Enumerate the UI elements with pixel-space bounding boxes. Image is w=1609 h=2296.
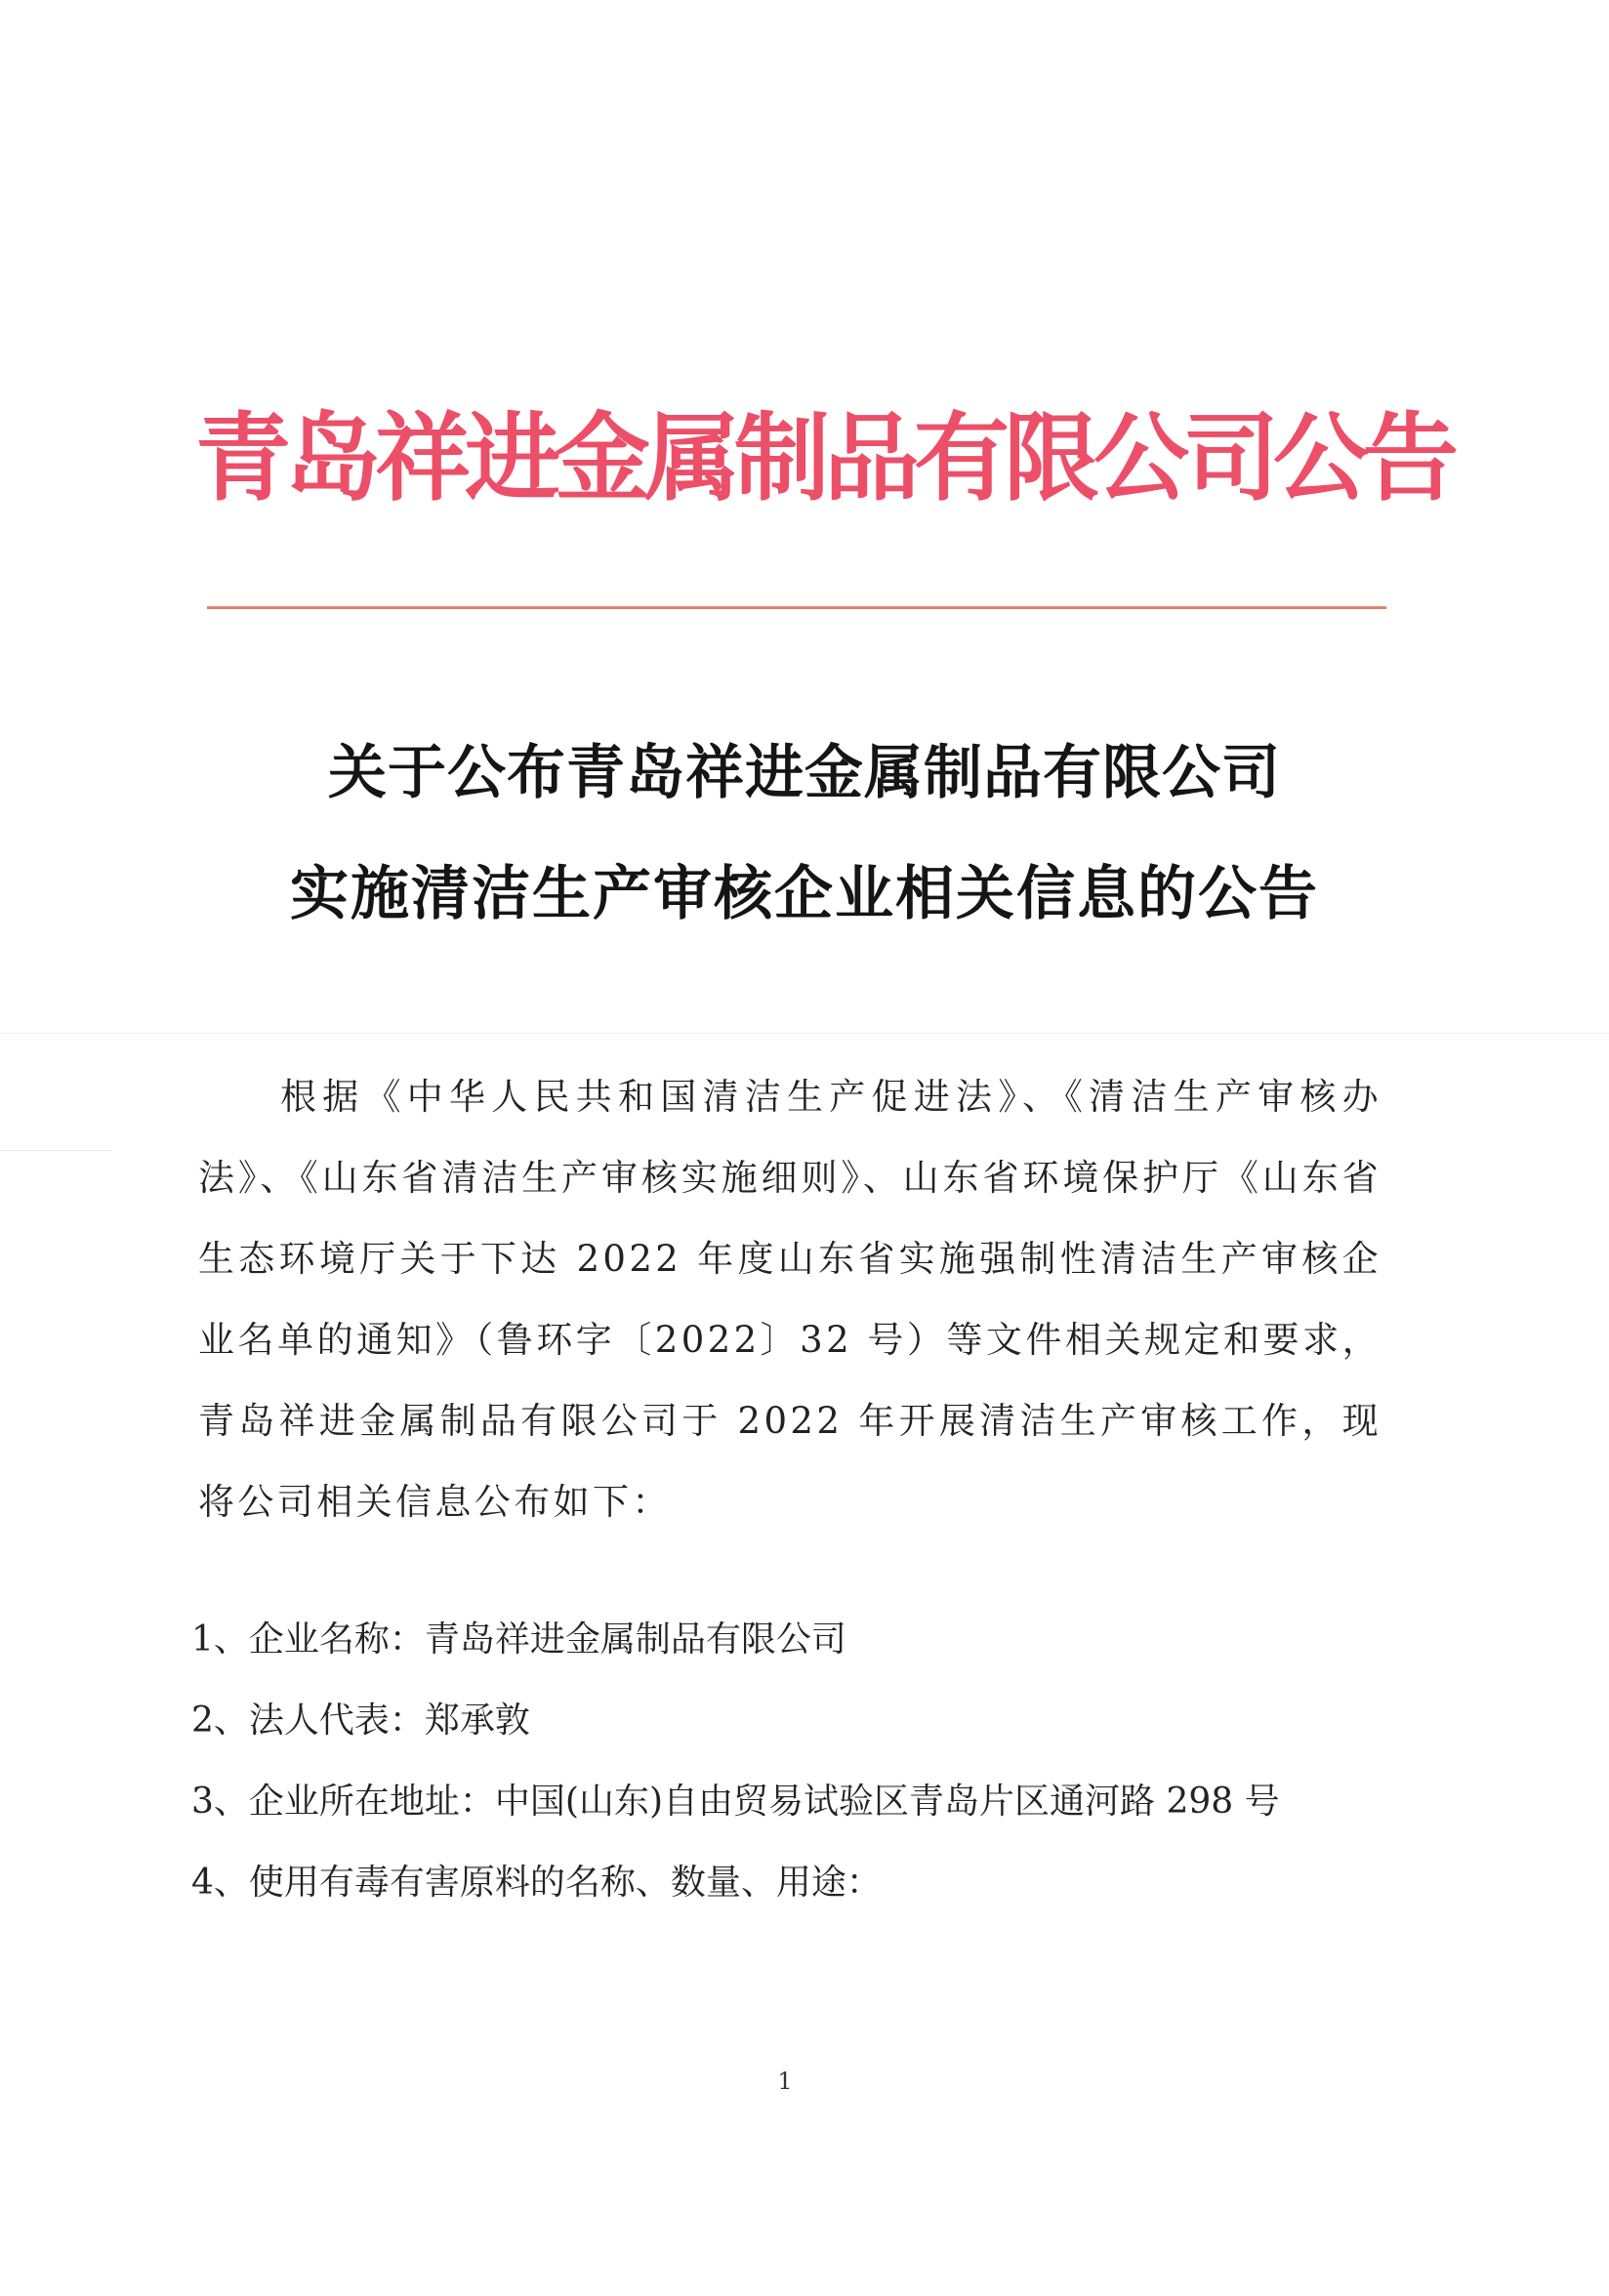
scan-artifact-line	[0, 1150, 112, 1151]
company-masthead: 青岛祥进金属制品有限公司公告	[195, 403, 1454, 514]
company-info-list	[191, 1599, 1422, 1923]
info-item-address: 3、企业所在地址：中国(山东)自由贸易试验区青岛片区通河路 298 号	[191, 1782, 1280, 1822]
masthead-divider	[207, 606, 1386, 609]
info-item-company-name: 1、企业名称：青岛祥进金属制品有限公司	[191, 1620, 846, 1660]
scan-artifact-line	[0, 1033, 1609, 1034]
info-item-hazardous-materials: 4、使用有毒有害原料的名称、数量、用途：	[191, 1863, 882, 1903]
notice-body-paragraph: 根据《中华人民共和国清洁生产促进法》、《清洁生产审核办法》、《山东省清洁生产审核实施细则》、山东省环境保护厅《山东省生态环境厅关于下达 2022 年度山东省实施强制性清洁生产审核企业名单的通知》（鲁环字〔2022〕32 号）等文件相关规定和要求，青岛祥进金属制品有限公司于 2022 年开展清洁生产审核工作，现将公司相关信息公布如下：	[198, 1076, 1382, 1523]
notice-title-line-2: 实施清洁生产审核企业相关信息的公告	[290, 860, 1319, 928]
notice-title-line-1: 关于公布青岛祥进金属制品有限公司	[328, 739, 1281, 807]
info-item-legal-representative: 2、法人代表：郑承敦	[191, 1701, 530, 1741]
page-number: 1	[777, 2068, 793, 2095]
